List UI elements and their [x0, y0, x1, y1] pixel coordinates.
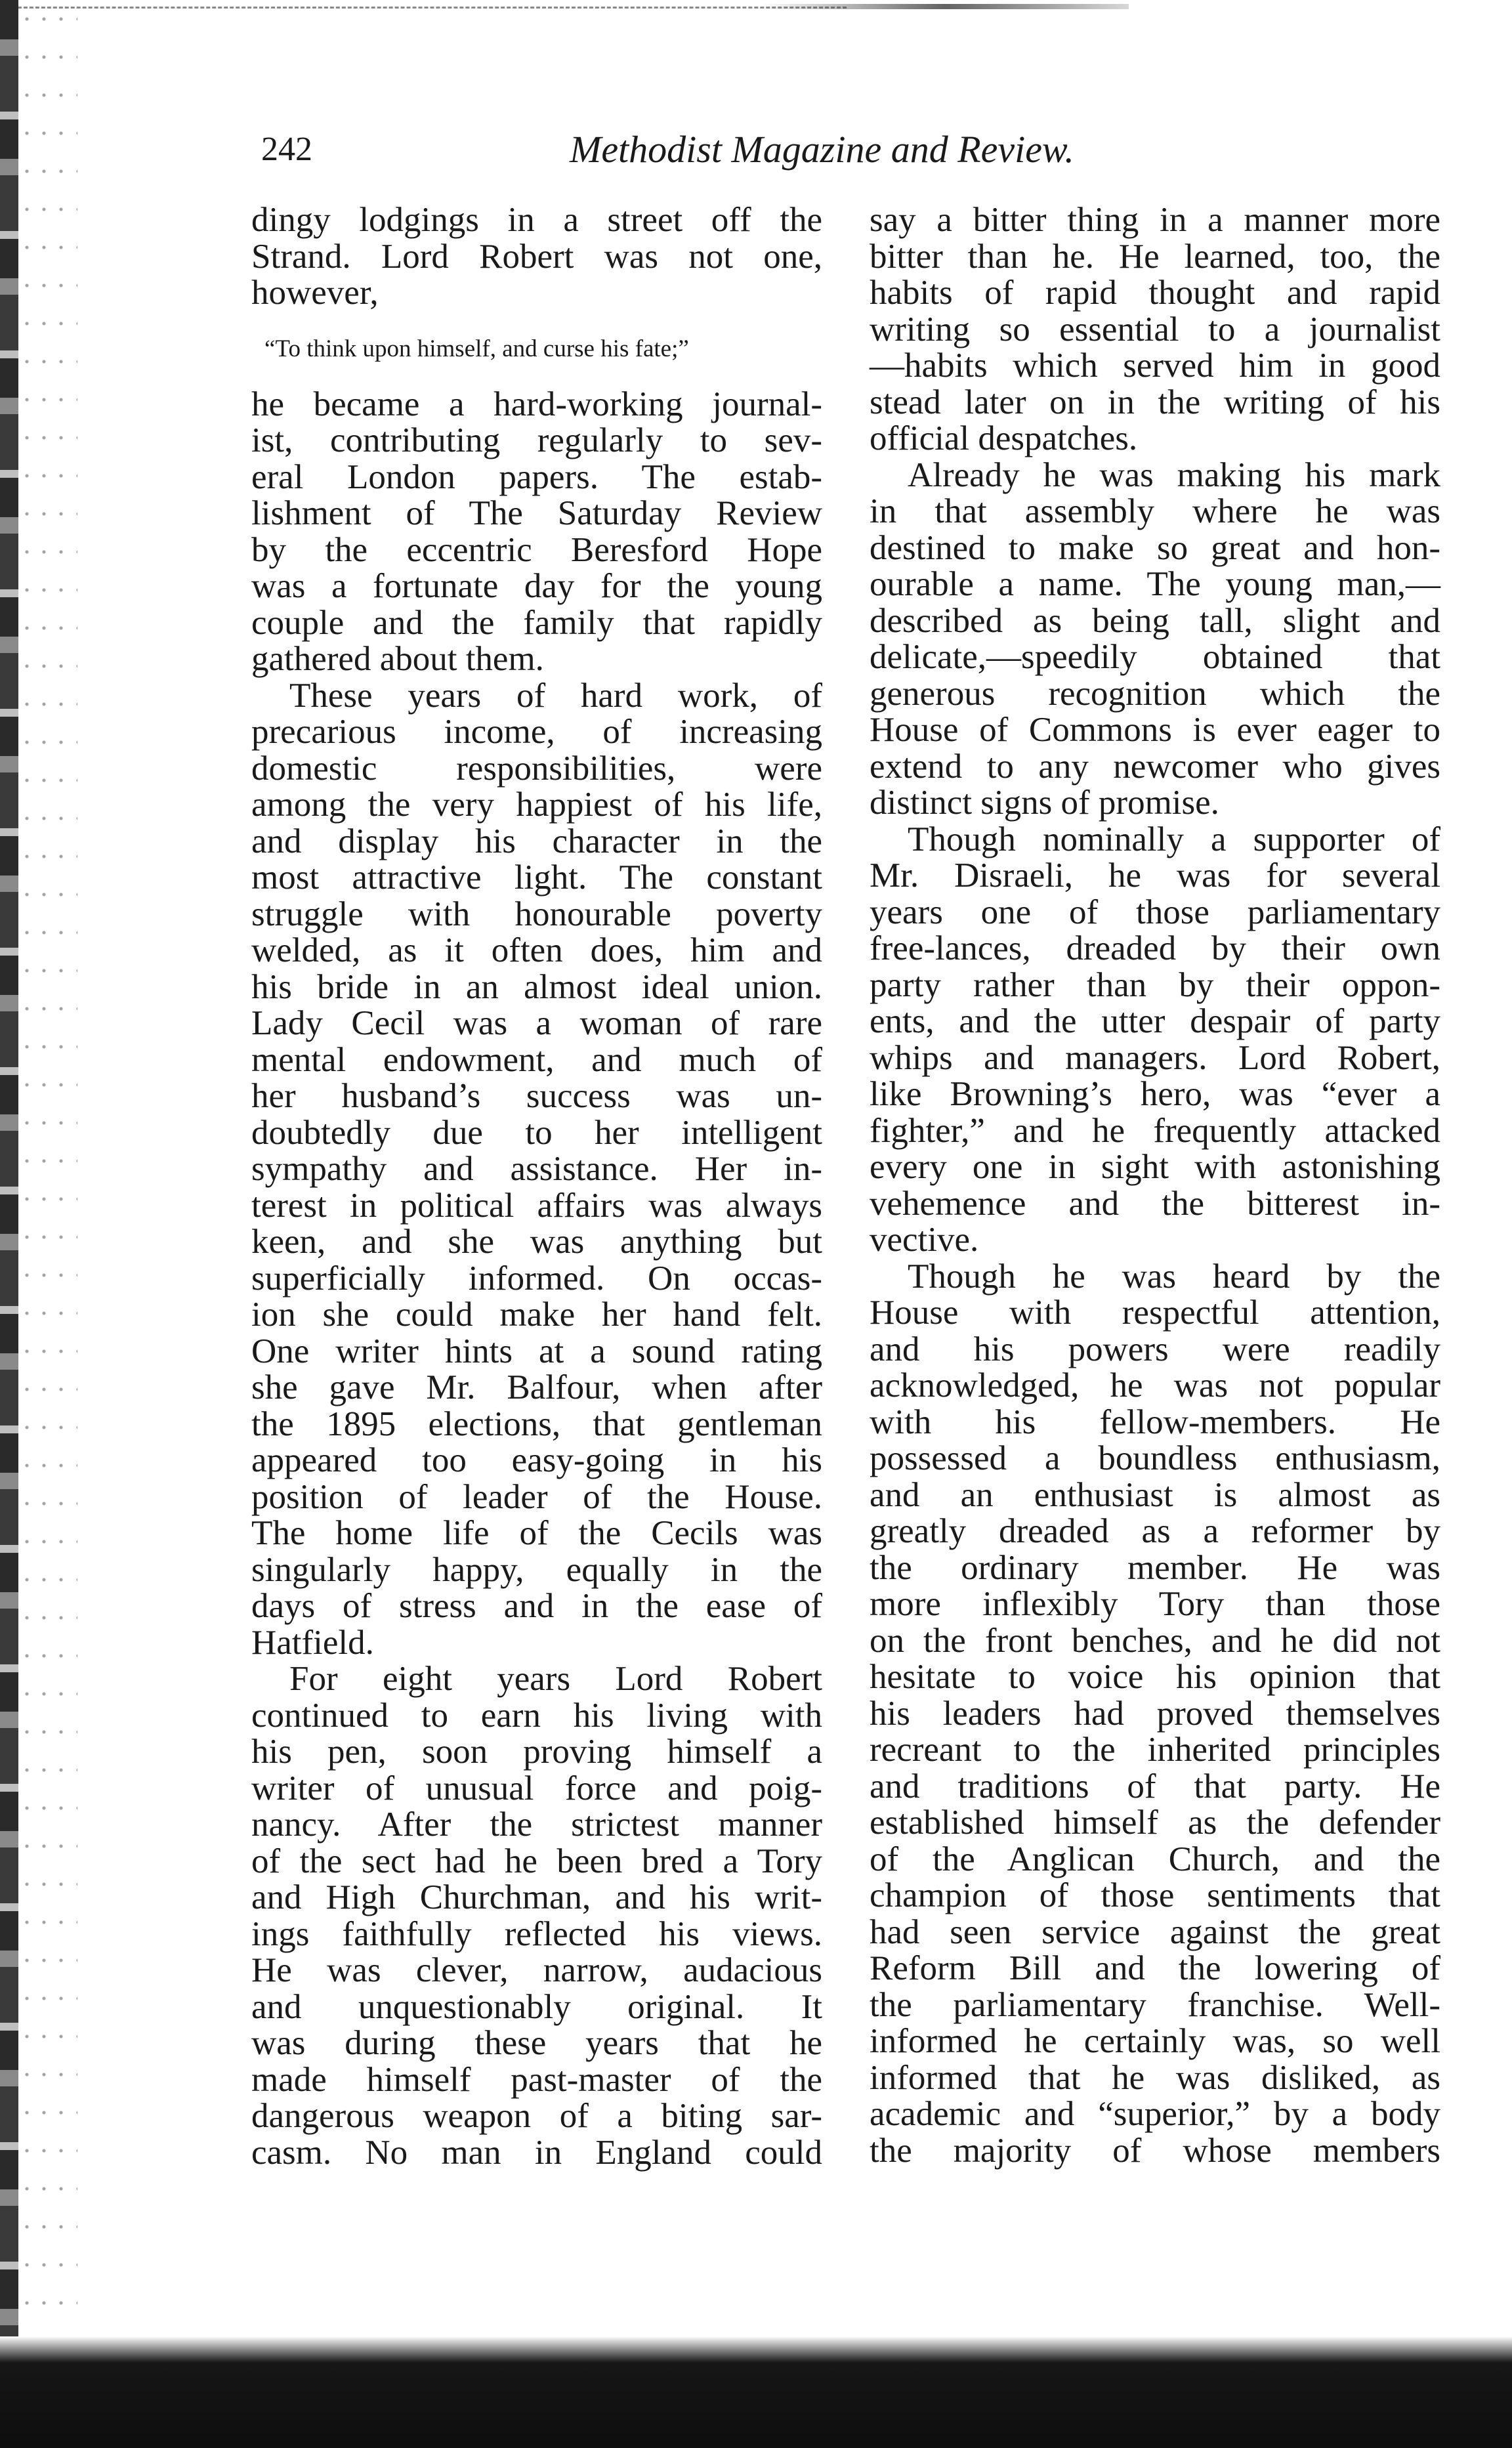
text-line: on the front benches, and he did not — [870, 1621, 1440, 1660]
text-line: House with respectful attention, — [870, 1294, 1440, 1332]
text-line: whips and managers. Lord Robert, — [870, 1038, 1440, 1077]
scan-left-edge — [0, 0, 18, 2448]
text-line: her husband’s success was un- — [251, 1077, 822, 1115]
text-line: his bride in an almost ideal union. — [251, 967, 822, 1006]
text-line: habits of rapid thought and rapid — [870, 274, 1440, 312]
text-line: Already he was making his mark — [908, 455, 1440, 494]
text-line: days of stress and in the ease of — [251, 1587, 822, 1625]
right-column — [870, 202, 1440, 2169]
text-line: ents, and the utter despair of party — [870, 1002, 1440, 1040]
text-line: House of Commons is ever eager to — [870, 711, 1440, 749]
text-line: position of leader of the House. — [251, 1477, 822, 1516]
right-paragraph-1 — [870, 202, 1440, 457]
text-line: in that assembly where he was — [870, 492, 1440, 530]
text-line: Though he was heard by the — [908, 1257, 1440, 1296]
text-line: and his powers were readily — [870, 1330, 1440, 1368]
text-line: writing so essential to a journalist — [870, 310, 1440, 348]
text-line: described as being tall, slight and — [870, 601, 1440, 640]
text-line: superficially informed. On occas- — [251, 1259, 822, 1298]
text-line: sympathy and assistance. Her in- — [251, 1150, 822, 1188]
scan-top-rule — [0, 7, 847, 9]
text-line: dangerous weapon of a biting sar- — [251, 2097, 822, 2135]
text-line: established himself as the defender — [870, 1804, 1440, 1842]
text-line: and display his character in the — [251, 822, 822, 860]
text-line: generous recognition which the — [870, 674, 1440, 713]
text-line: academic and “superior,” by a body — [870, 2095, 1440, 2133]
text-line: distinct signs of promise. — [870, 784, 1219, 822]
text-line: had seen service against the great — [870, 1912, 1440, 1951]
text-line: casm. No man in England could — [251, 2133, 822, 2172]
text-line: among the very happiest of his life, — [251, 786, 822, 824]
text-line: stead later on in the writing of his — [870, 383, 1440, 421]
scan-left-specks — [18, 0, 77, 2448]
text-line: more inflexibly Tory than those — [870, 1585, 1440, 1623]
text-line: by the eccentric Beresford Hope — [251, 530, 822, 569]
text-line: —habits which served him in good — [870, 347, 1440, 385]
text-line: For eight years Lord Robert — [289, 1660, 822, 1698]
text-line: extend to any newcomer who gives — [870, 747, 1440, 786]
text-line: every one in sight with astonishing — [870, 1148, 1440, 1186]
text-line: of the sect had he been bred a Tory — [251, 1842, 822, 1880]
text-line: the ordinary member. He was — [870, 1548, 1440, 1587]
text-line: doubtedly due to her intelligent — [251, 1113, 822, 1152]
text-line: informed that he was disliked, as — [870, 2058, 1440, 2097]
text-line: Reform Bill and the lowering of — [870, 1949, 1440, 1987]
text-line: bitter than he. He learned, too, the — [870, 237, 1440, 276]
text-line: the majority of whose members — [870, 2131, 1440, 2170]
text-line: like Browning’s hero, was “ever a — [870, 1075, 1440, 1113]
text-line: his leaders had proved themselves — [870, 1694, 1440, 1733]
text-line: most attractive light. The constant — [251, 858, 822, 897]
text-line: Though nominally a supporter of — [908, 820, 1440, 858]
text-line: party rather than by their oppon- — [870, 965, 1440, 1004]
text-line: say a bitter thing in a manner more — [870, 201, 1440, 239]
text-line: These years of hard work, of — [289, 676, 822, 715]
text-line: lishment of The Saturday Review — [251, 494, 822, 532]
text-line: ourable a name. The young man,— — [870, 565, 1440, 603]
text-line: delicate,—speedily obtained that — [870, 638, 1440, 676]
text-line: recreant to the inherited principles — [870, 1731, 1440, 1769]
left-intro — [251, 202, 822, 312]
verse-quote: “To think upon himself, and curse his fate;” — [264, 335, 689, 362]
scan-top-smudge — [761, 4, 1129, 9]
text-line: Mr. Disraeli, he was for several — [870, 856, 1440, 895]
text-line: Strand. Lord Robert was not one, — [251, 237, 822, 276]
right-paragraph-2 — [870, 457, 1440, 822]
text-line: He was clever, narrow, audacious — [251, 1951, 822, 1989]
running-title: Methodist Magazine and Review. — [570, 128, 1074, 171]
text-line: official despatches. — [870, 419, 1138, 457]
text-line: One writer hints at a sound rating — [251, 1332, 822, 1370]
text-line: keen, and she was anything but — [251, 1223, 822, 1261]
text-line: ist, contributing regularly to sev- — [251, 421, 822, 459]
text-line: and unquestionably original. It — [251, 1987, 822, 2026]
text-line: precarious income, of increasing — [251, 713, 822, 751]
text-line: writer of unusual force and poig- — [251, 1769, 822, 1807]
page-number: 242 — [261, 131, 312, 168]
text-line: free-lances, dreaded by their own — [870, 929, 1440, 967]
text-line: fighter,” and he frequently attacked — [870, 1111, 1440, 1150]
left-paragraph-2 — [251, 678, 822, 1662]
text-line: Lady Cecil was a woman of rare — [251, 1004, 822, 1042]
text-line: the 1895 elections, that gentleman — [251, 1404, 822, 1443]
text-line: informed he certainly was, so well — [870, 2022, 1440, 2060]
left-paragraph-3 — [251, 1661, 822, 2171]
text-line: he became a hard-working journal- — [251, 385, 822, 423]
text-line: ion she could make her hand felt. — [251, 1296, 822, 1334]
text-line: domestic responsibilities, were — [251, 749, 822, 788]
text-line: acknowledged, he was not popular — [870, 1366, 1440, 1404]
text-line: singularly happy, equally in the — [251, 1550, 822, 1589]
text-line: mental endowment, and much of — [251, 1040, 822, 1079]
text-line: possessed a boundless enthusiasm, — [870, 1439, 1440, 1477]
text-line: welded, as it often does, him and — [251, 931, 822, 969]
text-line: struggle with honourable poverty — [251, 895, 822, 933]
text-line: his pen, soon proving himself a — [251, 1733, 822, 1771]
text-line: of the Anglican Church, and the — [870, 1840, 1440, 1878]
text-line: greatly dreaded as a reformer by — [870, 1512, 1440, 1550]
text-line: and traditions of that party. He — [870, 1767, 1440, 1805]
text-line: with his fellow-members. He — [870, 1403, 1440, 1441]
left-paragraph-1 — [251, 387, 822, 678]
right-paragraph-3 — [870, 822, 1440, 1259]
scan-bottom-shadow — [0, 2336, 1512, 2448]
text-line: vehemence and the bitterest in- — [870, 1184, 1440, 1223]
text-line: hesitate to voice his opinion that — [870, 1658, 1440, 1696]
text-line: ings faithfully reflected his views. — [251, 1914, 822, 1953]
left-column — [251, 202, 822, 2171]
text-line: couple and the family that rapidly — [251, 603, 822, 642]
text-line: however, — [251, 274, 379, 312]
text-line: continued to earn his living with — [251, 1696, 822, 1735]
text-line: nancy. After the strictest manner — [251, 1805, 822, 1844]
text-line: eral London papers. The estab- — [251, 457, 822, 496]
text-line: terest in political affairs was always — [251, 1186, 822, 1225]
text-line: The home life of the Cecils was — [251, 1514, 822, 1552]
text-line: she gave Mr. Balfour, when after — [251, 1368, 822, 1406]
text-line: the parliamentary franchise. Well- — [870, 1985, 1440, 2024]
text-line: appeared too easy-going in his — [251, 1441, 822, 1479]
text-line: destined to make so great and hon- — [870, 528, 1440, 567]
text-line: was a fortunate day for the young — [251, 567, 822, 605]
right-paragraph-4 — [870, 1259, 1440, 2170]
text-line: vective. — [870, 1221, 979, 1259]
text-line: dingy lodgings in a street off the — [251, 201, 822, 239]
text-line: was during these years that he — [251, 2024, 822, 2062]
text-line: made himself past-master of the — [251, 2060, 822, 2099]
text-line: gathered about them. — [251, 640, 544, 678]
text-line: champion of those sentiments that — [870, 1876, 1440, 1914]
page-header — [261, 123, 1141, 182]
text-line: years one of those parliamentary — [870, 893, 1440, 931]
text-line: and an enthusiast is almost as — [870, 1475, 1440, 1514]
text-line: and High Churchman, and his writ- — [251, 1878, 822, 1916]
text-line: Hatfield. — [251, 1623, 374, 1662]
